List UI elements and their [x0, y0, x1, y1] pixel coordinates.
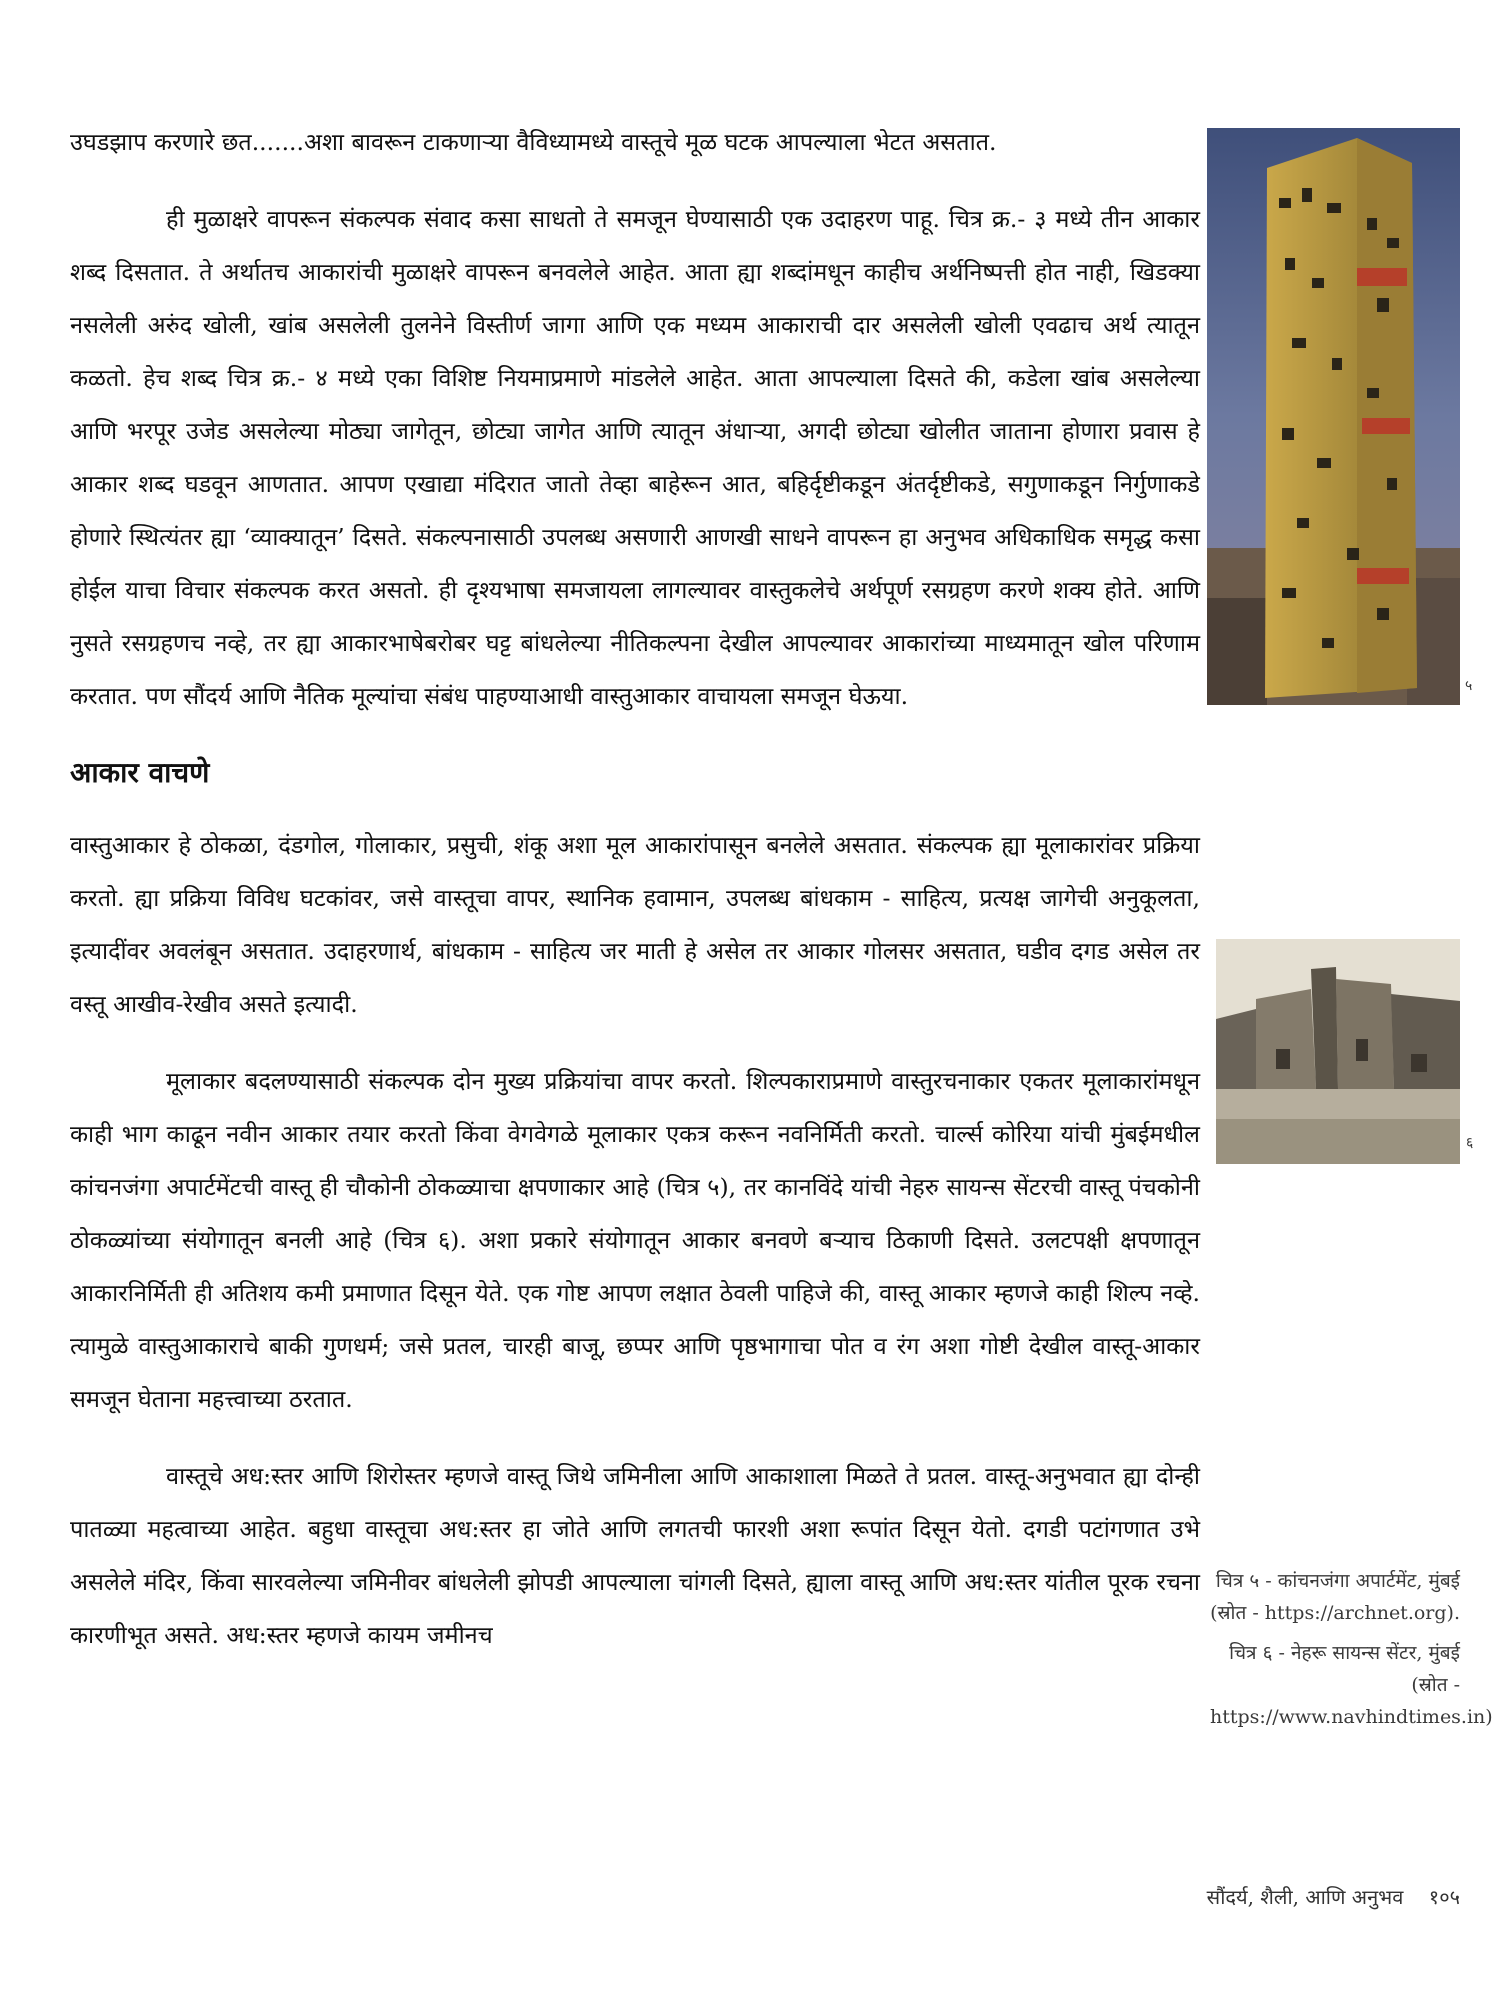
running-title: सौंदर्य, शैली, आणि अनुभव — [1206, 1885, 1404, 1909]
caption-figure-5: चित्र ५ - कांचनजंगा अपार्टमेंट, मुंबई (स्रोत - https://archnet.org). — [1210, 1570, 1460, 1624]
nehru-science-centre-image — [1216, 939, 1460, 1164]
paragraph-basic-forms: वास्तुआकार हे ठोकळा, दंडगोल, गोलाकार, प्रसुची, शंकू अशा मूल आकारांपासून बनलेले असतात. संकल्पक ह्या मूलाकारांवर प्रक्रिया करतो. ह्या प्रक्रिया विविध घटकांवर, जसे वास्तूचा वापर, स्थानिक हवामान, उपलब्ध बांधकाम - साहित्य, प्रत्यक्ष जागेची अनुकूलता, इत्यादींवर अवलंबून असतात. उदाहरणार्थ, बांधकाम - साहित्य जर माती हे असेल तर आकार गोलसर असतात, घडीव दगड असेल तर वस्तू आखीव-रेखीव असते इत्यादी. — [70, 831, 1200, 1018]
page-number: १०५ — [1428, 1885, 1460, 1909]
main-text-column — [70, 116, 1200, 1662]
figure-6-photo — [1216, 939, 1474, 1164]
figure-6-number: ६ — [1466, 1135, 1474, 1151]
caption-figure-6: चित्र ६ - नेहरू सायन्स सेंटर, मुंबई (स्रोत - https://www.navhindtimes.in) — [1210, 1642, 1493, 1728]
paragraph-base-top-planes: वास्तूचे अध:स्तर आणि शिरोस्तर म्हणजे वास्तू जिथे जमिनीला आणि आकाशाला मिळते ते प्रतल. वास्तू-अनुभवात ह्या दोन्ही पातळ्या महत्वाच्या आहेत. बहुधा वास्तूचा अध:स्तर हा जोते आणि लगतची फारशी अशा रूपांत दिसून येतो. दगडी पटांगणात उभे असलेले मंदिर, किंवा सारवलेल्या जमिनीवर बांधलेली झोपडी आपल्याला चांगली दिसते, ह्याला वास्तू आणि अध:स्तर यांतील पूरक रचना कारणीभूत असते. अध:स्तर म्हणजे कायम जमीनच — [70, 1462, 1200, 1649]
kanchenjunga-tower-image — [1207, 128, 1460, 705]
paragraph-form-processes: मूलाकार बदलण्यासाठी संकल्पक दोन मुख्य प्रक्रियांचा वापर करतो. शिल्पकाराप्रमाणे वास्तुरचनाकार एकतर मूलाकारांमधून काही भाग काढून नवीन आकार तयार करतो किंवा वेगवेगळे मूलाकार एकत्र करून नवनिर्मिती करतो. चार्ल्स कोरिया यांची मुंबईमधील कांचनजंगा अपार्टमेंटची वास्तू ही चौकोनी ठोकळ्याचा क्षपणाकार आहे (चित्र ५), तर कानविंदे यांची नेहरु सायन्स सेंटरची वास्तू पंचकोनी ठोकळ्यांच्या संयोगातून बनली आहे (चित्र ६). अशा प्रकारे संयोगातून आकार बनवणे बऱ्याच ठिकाणी दिसते. उलटपक्षी क्षपणातून आकारनिर्मिती ही अतिशय कमी प्रमाणात दिसून येते. एक गोष्ट आपण लक्षात ठेवली पाहिजे की, वास्तू आकार म्हणजे काही शिल्प नव्हे. त्यामुळे वास्तुआकाराचे बाकी गुणधर्म; जसे प्रतल, चारही बाजू, छप्पर आणि पृष्ठभागाचा पोत व रंग अशा गोष्टी देखील वास्तू-आकार समजून घेताना महत्त्वाच्या ठरतात. — [70, 1067, 1200, 1413]
page-footer — [1207, 1883, 1460, 1910]
figure-5-number: ५ — [1465, 678, 1473, 694]
figure-5-photo — [1207, 128, 1473, 705]
paragraph-continuation: उघडझाप करणारे छत.......अशा बावरून टाकणाऱ्या वैविध्यामध्ये वास्तूचे मूळ घटक आपल्याला भेटत असतात. — [70, 128, 997, 156]
section-heading: आकार वाचणे — [70, 756, 210, 789]
paragraph-example: ही मुळाक्षरे वापरून संकल्पक संवाद कसा साधतो ते समजून घेण्यासाठी एक उदाहरण पाहू. चित्र क्र.- ३ मध्ये तीन आकार शब्द दिसतात. ते अर्थातच आकारांची मुळाक्षरे वापरून बनवलेले आहेत. आता ह्या शब्दांमधून काहीच अर्थनिष्पत्ती होत नाही, खिडक्या नसलेली अरुंद खोली, खांब असलेली तुलनेने विस्तीर्ण जागा आणि एक मध्यम आकाराची दार असलेली खोली एवढाच अर्थ त्यातून कळतो. हेच शब्द चित्र क्र.- ४ मध्ये एका विशिष्ट नियमाप्रमाणे मांडलेले आहेत. आता आपल्याला दिसते की, कडेला खांब असलेल्या आणि भरपूर उजेड असलेल्या मोठ्या जागेतून, छोट्या जागेत आणि त्यातून अंधाऱ्या, अगदी छोट्या खोलीत जाताना होणारा प्रवास हे आकार शब्द घडवून आणतात. आपण एखाद्या मंदिरात जातो तेव्हा बाहेरून आत, बहिर्दृष्टीकडून अंतर्दृष्टीकडे, सगुणाकडून निर्गुणाकडे होणारे स्थित्यंतर ह्या ‘व्याक्यातून’ दिसते. संकल्पनासाठी उपलब्ध असणारी आणखी साधने वापरून हा अनुभव अधिकाधिक समृद्ध कसा होईल याचा विचार संकल्पक करत असतो. ही दृश्यभाषा समजायला लागल्यावर वास्तुकलेचे अर्थपूर्ण रसग्रहण करणे शक्य होते. आणि नुसते रसग्रहणच नव्हे, तर ह्या आकारभाषेबरोबर घट्ट बांधलेल्या नीतिकल्पना देखील आपल्यावर आकारांच्या माध्यमातून खोल परिणाम करतात. पण सौंदर्य आणि नैतिक मूल्यांचा संबंध पाहण्याआधी वास्तुआकार वाचायला समजून घेऊया. — [70, 205, 1200, 710]
figure-captions — [1210, 1565, 1493, 1741]
